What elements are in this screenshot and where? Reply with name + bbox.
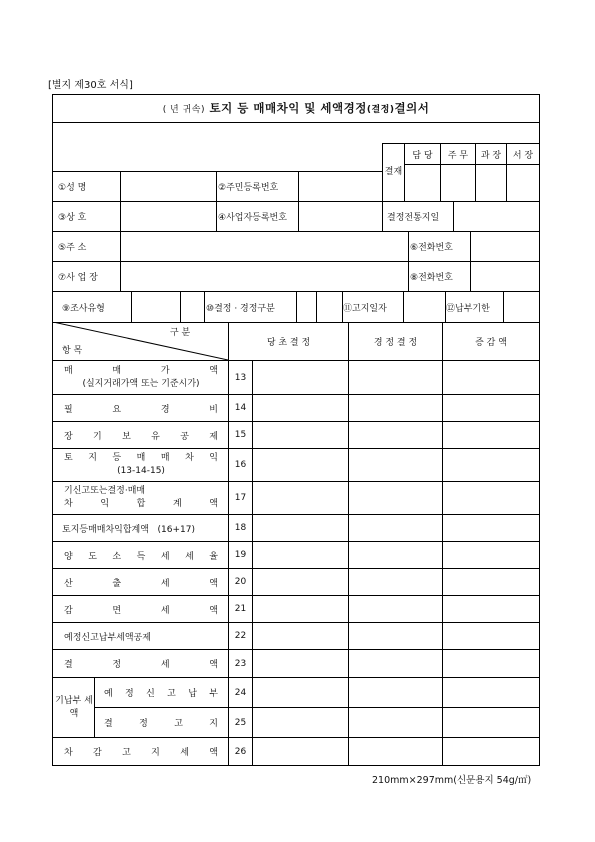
value-cell-revised[interactable] <box>349 482 441 514</box>
value-cell-revised[interactable] <box>349 395 441 421</box>
label-survey-type: ⑨조사유형 <box>62 303 105 314</box>
label-business-no: ④사업자등록번호 <box>218 213 287 223</box>
row-23-no: 23 <box>234 658 247 669</box>
row-14-no: 14 <box>234 403 247 413</box>
row-26-no: 26 <box>234 746 247 757</box>
row-21-no: 21 <box>234 604 247 614</box>
value-cell-revised[interactable] <box>349 623 441 649</box>
value-cell-revised[interactable] <box>349 361 441 394</box>
row-24-no: 24 <box>234 687 247 698</box>
value-cell-change[interactable] <box>443 738 538 765</box>
value-cell-change[interactable] <box>443 515 538 541</box>
row-25-label: 결 정 고 지 <box>104 719 218 729</box>
label-resident-no: ②주민등록번호 <box>218 183 279 193</box>
label-decision-notice-date: 결정전통지일 <box>387 213 440 223</box>
row-18-no: 18 <box>234 523 247 533</box>
approval-sign-manager[interactable] <box>476 165 505 200</box>
business-no-field[interactable] <box>299 202 381 231</box>
label-name: ①성 명 <box>58 183 87 193</box>
form-title <box>53 100 539 116</box>
row-22-label: 예정신고납부세액공제 <box>64 632 151 643</box>
value-cell-initial[interactable] <box>253 515 347 541</box>
phone-1-field[interactable] <box>471 232 538 261</box>
value-cell-revised[interactable] <box>349 569 441 595</box>
value-cell-change[interactable] <box>443 482 538 514</box>
row-15-no: 15 <box>234 430 247 440</box>
approval-sign-staff[interactable] <box>405 165 439 200</box>
value-cell-initial[interactable] <box>253 422 347 448</box>
row-25-no: 25 <box>234 717 247 728</box>
col-initial-decision: 당 초 결 정 <box>266 337 311 348</box>
value-cell-change[interactable] <box>443 569 538 595</box>
row-16-label: 토 지 등 매 매 차 익 (13-14-15) <box>64 453 218 476</box>
trade-name-field[interactable] <box>121 202 215 231</box>
value-cell-revised[interactable] <box>349 678 441 707</box>
value-cell-revised[interactable] <box>349 542 441 568</box>
row-20-label: 산 출 세 액 <box>64 578 218 589</box>
decision-notice-date-field[interactable] <box>454 202 538 231</box>
workplace-field[interactable] <box>121 262 407 291</box>
paper-spec: 210mm×297mm(신문용지 54g/㎡) <box>372 775 532 786</box>
title-year-prefix: ( 년 귀속) <box>162 105 206 115</box>
address-field[interactable] <box>121 232 407 261</box>
value-cell-change[interactable] <box>443 542 538 568</box>
name-field[interactable] <box>121 172 215 201</box>
approval-col-director: 서 장 <box>512 150 534 161</box>
resident-no-field[interactable] <box>299 172 381 201</box>
row-17-label: 기신고또는결정·매매 차 익 합 계 액 <box>64 486 218 509</box>
value-cell-change[interactable] <box>443 449 538 481</box>
label-address: ⑤주 소 <box>58 243 87 253</box>
approval-col-staff: 담 당 <box>412 150 433 161</box>
value-cell-revised[interactable] <box>349 515 441 541</box>
label-due-date: ⑫납부기한 <box>446 303 490 314</box>
value-cell-initial[interactable] <box>253 678 347 707</box>
approval-label: 결재 <box>384 166 403 177</box>
label-notice-date: ⑪고지일자 <box>343 303 387 314</box>
approval-col-chief: 주 무 <box>447 150 469 161</box>
row-19-no: 19 <box>234 550 247 560</box>
value-cell-revised[interactable] <box>349 596 441 622</box>
approval-sign-director[interactable] <box>507 165 538 200</box>
value-cell-change[interactable] <box>443 395 538 421</box>
row-15-label: 장 기 보 유 공 제 <box>64 431 218 442</box>
value-cell-initial[interactable] <box>253 708 347 737</box>
value-cell-initial[interactable] <box>253 596 347 622</box>
decision-type-field[interactable] <box>297 292 315 322</box>
value-cell-change[interactable] <box>443 422 538 448</box>
row-20-no: 20 <box>234 577 247 587</box>
value-cell-change[interactable] <box>443 650 538 677</box>
label-workplace: ⑦사 업 장 <box>58 273 98 283</box>
row-26-label: 차 감 고 지 세 액 <box>64 748 218 758</box>
label-phone-2: ⑧전화번호 <box>410 273 453 283</box>
value-cell-revised[interactable] <box>349 738 441 765</box>
value-cell-initial[interactable] <box>253 623 347 649</box>
value-cell-initial[interactable] <box>253 361 347 394</box>
title-suffix: 결의서 <box>394 101 430 115</box>
value-cell-initial[interactable] <box>253 542 347 568</box>
value-cell-initial[interactable] <box>253 395 347 421</box>
row-22-no: 22 <box>234 631 247 641</box>
notice-date-field[interactable] <box>404 292 444 322</box>
header-item: 항 목 <box>62 345 83 356</box>
due-date-field[interactable] <box>504 292 538 322</box>
value-cell-change[interactable] <box>443 361 538 394</box>
value-cell-change[interactable] <box>443 678 538 707</box>
value-cell-change[interactable] <box>443 623 538 649</box>
col-revised-decision: 경 정 결 정 <box>373 337 418 348</box>
label-decision-type: ⑩결정 · 경정구분 <box>206 303 275 314</box>
survey-type-field[interactable] <box>132 292 179 322</box>
value-cell-initial[interactable] <box>253 738 347 765</box>
value-cell-initial[interactable] <box>253 650 347 677</box>
value-cell-change[interactable] <box>443 596 538 622</box>
header-category: 구 분 <box>170 327 191 338</box>
row-13-label: 매 매 가 액 (실지거래가액 또는 기준시가) <box>64 365 218 389</box>
row-13-no: 13 <box>234 372 247 383</box>
phone-2-field[interactable] <box>471 262 538 291</box>
col-change-amount: 증 감 액 <box>475 337 507 348</box>
value-cell-change[interactable] <box>443 708 538 737</box>
value-cell-revised[interactable] <box>349 449 441 481</box>
approval-sign-chief[interactable] <box>441 165 474 200</box>
row-21-label: 감 면 세 액 <box>64 605 218 616</box>
title-main: 토지 등 매매차익 및 세액경정 <box>209 101 367 115</box>
row-24-label: 예 정 신 고 납 부 <box>104 689 218 699</box>
row-17-no: 17 <box>234 493 247 503</box>
approval-col-manager: 과 장 <box>480 150 502 161</box>
prepaid-group-label: 기납부 세 액 <box>55 695 93 719</box>
value-cell-initial[interactable] <box>253 482 347 514</box>
value-cell-revised[interactable] <box>349 422 441 448</box>
label-trade-name: ③상 호 <box>58 213 87 223</box>
title-paren-small: (결정) <box>366 105 395 115</box>
form-number: [별지 제30호 서식] <box>48 80 133 91</box>
value-cell-initial[interactable] <box>253 449 347 481</box>
value-cell-revised[interactable] <box>349 708 441 737</box>
row-23-label: 결 정 세 액 <box>64 660 218 670</box>
row-19-label: 양 도 소 득 세 세 율 <box>64 551 218 562</box>
row-18-label: 토지등매매차익합계액 (16+17) <box>62 524 195 535</box>
row-14-label: 필 요 경 비 <box>64 404 218 415</box>
row-16-no: 16 <box>234 460 247 470</box>
value-cell-initial[interactable] <box>253 569 347 595</box>
label-phone-1: ⑥전화번호 <box>410 243 453 253</box>
value-cell-revised[interactable] <box>349 650 441 677</box>
